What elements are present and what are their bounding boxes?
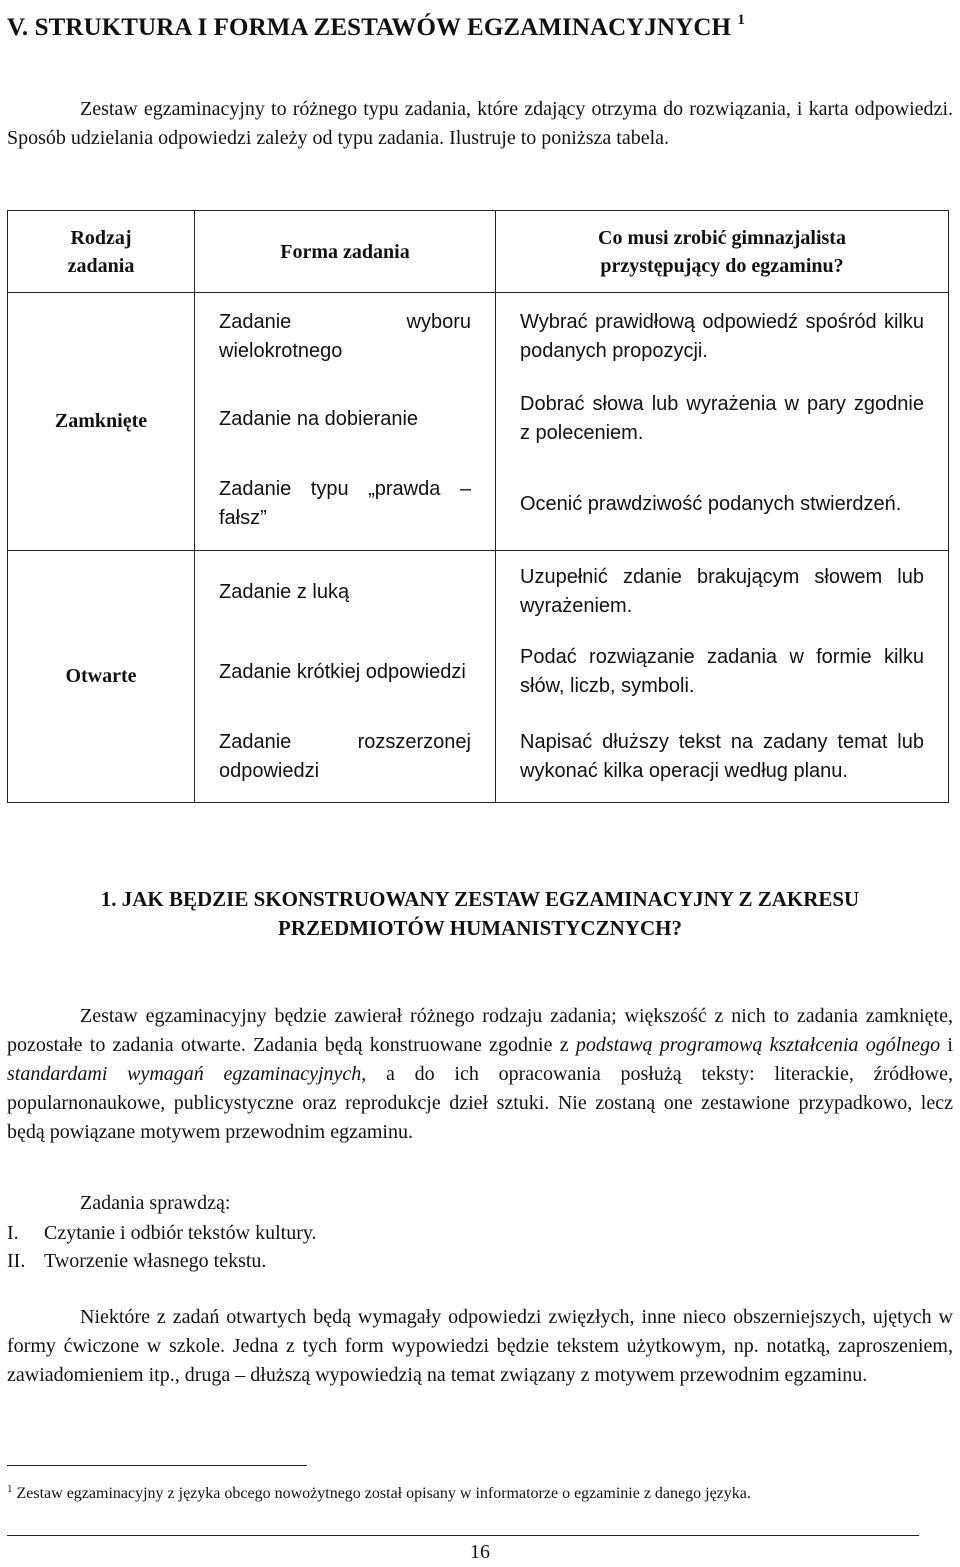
action-item: Wybrać prawidłową odpowiedź spośród kilku podanych propozycji. xyxy=(520,310,924,362)
footnote-text: Zestaw egzaminacyjny z języka obcego nowożytnego został opisany w informatorze o egzaminie z danego języka. xyxy=(16,1485,751,1502)
action-item: Dobrać słowa lub wyrażenia w pary zgodnie z poleceniem. xyxy=(520,393,924,444)
checks-label: Zadania sprawdzą: xyxy=(80,1192,231,1214)
action-item: Napisać dłuższy tekst na zadany temat lub wykonać kilka operacji według planu. xyxy=(520,730,924,782)
table-header-row xyxy=(8,211,949,293)
form-stack xyxy=(195,293,495,550)
table-row xyxy=(8,293,949,551)
list-text: Tworzenie własnego tekstu. xyxy=(44,1250,267,1272)
task-types-table xyxy=(7,210,949,803)
section-heading xyxy=(7,885,953,943)
list-text: Czytanie i odbiór tekstów kultury. xyxy=(44,1222,317,1244)
form-item: Zadanie typu „prawda – fałsz” xyxy=(219,478,471,529)
intro-paragraph: Zestaw egzaminacyjny to różnego typu zadania, które zdający otrzyma do rozwiązania, i karta odpowiedzi. Sposób udzielania odpowiedzi zależy od typu zadania. Ilustruje to poniższa tabela. xyxy=(7,98,953,149)
type-cell-open: Otwarte xyxy=(8,551,195,803)
form-item: Zadanie krótkiej odpowiedzi xyxy=(219,660,466,683)
footnote-ref: 1 xyxy=(737,12,746,28)
italic-run: standardami wymagań egzaminacyjnych xyxy=(7,1063,362,1085)
section-heading-line1: 1. JAK BĘDZIE SKONSTRUOWANY ZESTAW EGZAMINACYJNY Z ZAKRESU xyxy=(100,887,860,911)
text-run: i xyxy=(940,1034,953,1056)
action-stack xyxy=(496,293,948,550)
form-item: Zadanie na dobieranie xyxy=(219,407,419,430)
footnote-number: 1 xyxy=(7,1483,13,1495)
list-item xyxy=(7,1219,317,1247)
section-heading-line2: PRZEDMIOTÓW HUMANISTYCZNYCH? xyxy=(278,916,682,940)
footnote-divider xyxy=(7,1465,307,1466)
action-stack xyxy=(496,551,948,802)
list-number: II. xyxy=(7,1250,26,1272)
action-item: Podać rozwiązanie zadania w formie kilku słów, liczb, symboli. xyxy=(520,646,924,697)
list-number: I. xyxy=(7,1222,19,1244)
form-stack xyxy=(195,551,495,802)
page-number: 16 xyxy=(470,1541,490,1563)
header-type: Rodzaj zadania xyxy=(8,211,195,293)
header-form: Forma zadania xyxy=(195,211,496,293)
list-item xyxy=(7,1247,317,1275)
action-cell xyxy=(496,293,949,551)
form-item: Zadanie wyboru wielokrotnego xyxy=(219,310,471,362)
table-row xyxy=(8,551,949,803)
skills-list xyxy=(7,1219,317,1275)
italic-run: podstawą programową kształcenia ogólnego xyxy=(575,1034,941,1056)
action-cell xyxy=(496,551,949,803)
form-item: Zadanie z luką xyxy=(219,580,350,603)
chapter-heading-text: V. STRUKTURA I FORMA ZESTAWÓW EGZAMINACYJNYCH xyxy=(7,14,732,41)
form-cell xyxy=(195,551,496,803)
section-paragraph-1 xyxy=(7,1002,953,1147)
header-action: Co musi zrobić gimnazjalista przystępujący do egzaminu? xyxy=(496,211,949,293)
text-run: , a do ich opracowania posłużą teksty: literackie, źródłowe, popularnonaukowe, publicystyczne oraz reprodukcje dzieł sztuki. Nie zostaną one zestawione przypadkowo, lecz będą powiązane motywem przewodnim egzaminu. xyxy=(7,1063,954,1143)
page-bottom-divider xyxy=(7,1535,919,1536)
text-run: Zestaw egzaminacyjny będzie zawierał różnego rodzaju zadania; większość z nich to zadania zamknięte, pozostałe to zadania otwarte. Zadania będą konstruowane zgodnie z xyxy=(7,1005,953,1056)
chapter-heading xyxy=(7,4,745,44)
footnote xyxy=(7,1477,953,1506)
section-paragraph-2: Niektóre z zadań otwartych będą wymagały odpowiedzi zwięzłych, inne nieco obszerniejszych, ujętych w formy ćwiczone w szkole. Jedna z tych form wypowiedzi będzie tekstem użytkowym, np. notatką, zaproszeniem, zawiadomieniem itp., druga – dłuższą wypowiedzią na temat związany z motywem przewodnim egzaminu. xyxy=(7,1306,953,1386)
action-item: Ocenić prawdziwość podanych stwierdzeń. xyxy=(520,492,902,515)
type-cell-closed: Zamknięte xyxy=(8,293,195,551)
action-item: Uzupełnić zdanie brakującym słowem lub wyrażeniem. xyxy=(520,566,924,617)
form-cell xyxy=(195,293,496,551)
form-item: Zadanie rozszerzonej odpowiedzi xyxy=(219,730,471,782)
